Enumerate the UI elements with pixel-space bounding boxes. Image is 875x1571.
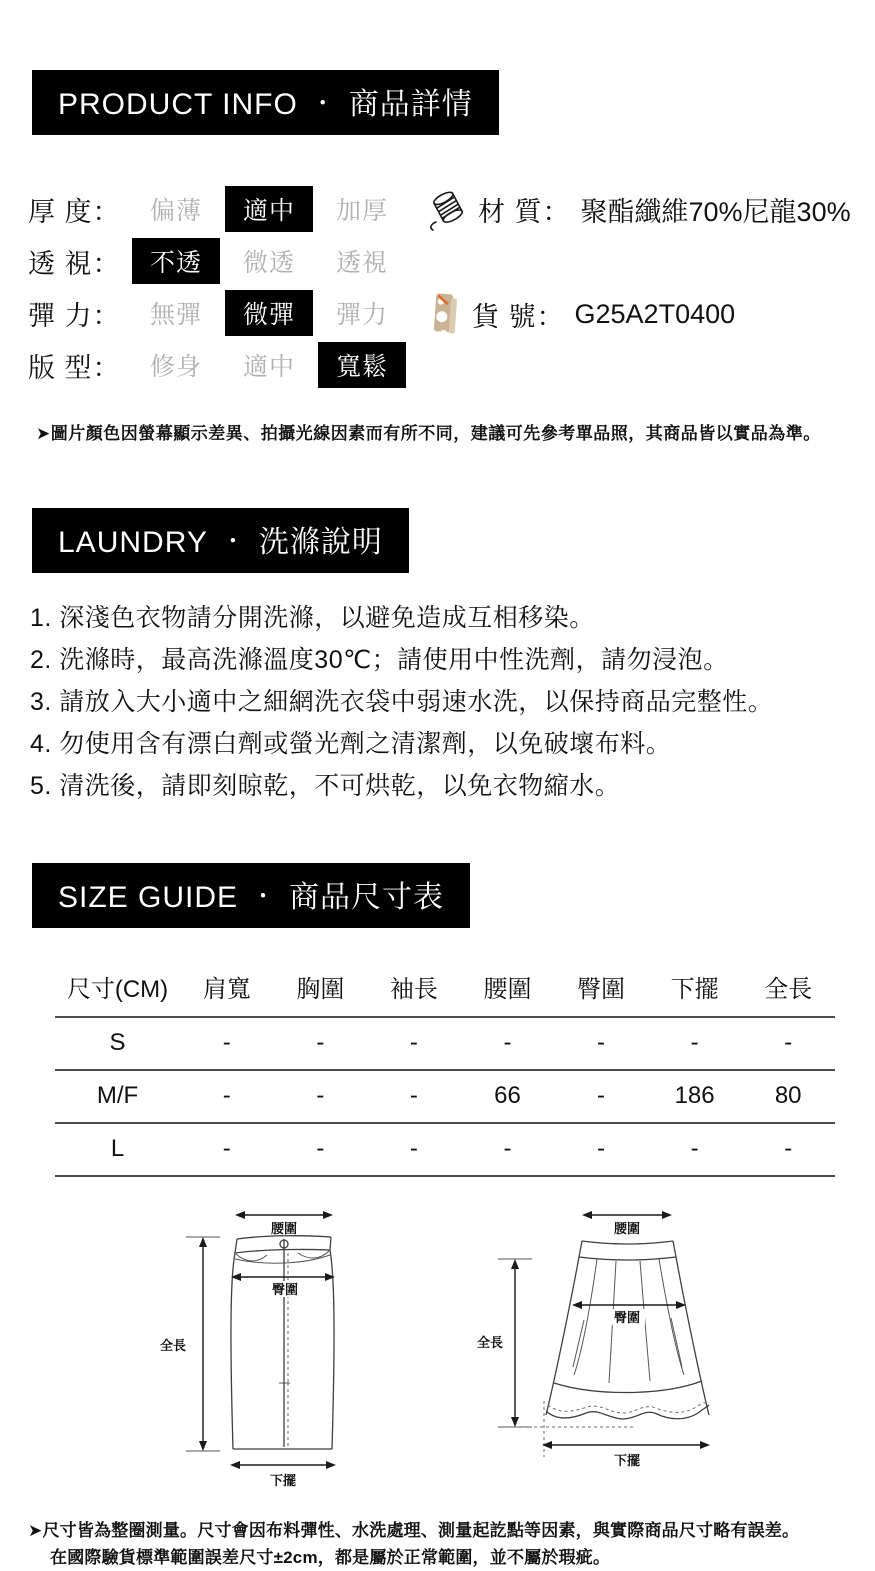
waist-label: 腰圍 [270, 1221, 298, 1236]
attribute-option: 微透 [242, 249, 295, 277]
title-separator-dot: ・ [251, 883, 277, 910]
length-label: 全長 [476, 1335, 504, 1350]
attribute-option-selected: 寬鬆 [318, 342, 406, 388]
col-header: 臀圍 [554, 958, 648, 1017]
attribute-option: 修身 [149, 353, 202, 381]
material-value: 聚酯纖維70%尼龍30% [580, 196, 851, 227]
product-attributes [28, 183, 875, 391]
item-number-row [426, 288, 875, 340]
value-cell: - [367, 1123, 461, 1176]
size-cell: S [55, 1017, 180, 1070]
value-cell: 186 [648, 1070, 742, 1123]
size-disclaimer-notes [28, 1517, 875, 1571]
value-cell: 80 [741, 1070, 835, 1123]
value-cell: - [274, 1123, 368, 1176]
table-row-size-s [55, 1017, 835, 1070]
value-cell: - [554, 1017, 648, 1070]
value-cell: - [274, 1017, 368, 1070]
laundry-item: 2. 洗滌時，最高洗滌溫度30℃；請使用中性洗劑，請勿浸泡。 [30, 646, 729, 674]
attr-label: 彈 力： [28, 300, 121, 331]
attribute-option: 偏薄 [149, 197, 202, 225]
laundry-item: 5. 清洗後，請即刻晾乾，不可烘乾，以免衣物縮水。 [30, 772, 621, 800]
col-header: 尺寸(CM) [55, 958, 180, 1017]
value-cell: - [741, 1017, 835, 1070]
laundry-instructions [30, 597, 875, 807]
hip-label: 臀圍 [271, 1282, 299, 1297]
attribute-option: 加厚 [335, 197, 388, 225]
value-cell: - [741, 1123, 835, 1176]
product-info-title-zh: 商品詳情 [348, 88, 473, 121]
attr-label: 厚 度： [28, 196, 121, 227]
col-header: 腰圍 [461, 958, 555, 1017]
size-note-line: 在國際驗貨標準範圍誤差尺寸±2cm，都是屬於正常範圍，並不屬於瑕疵。 [50, 1548, 611, 1567]
laundry-title-en: LAUNDRY [58, 526, 208, 559]
col-header: 胸圍 [274, 958, 368, 1017]
value-cell: - [554, 1070, 648, 1123]
size-note-line: ➤尺寸皆為整圈測量。尺寸會因布料彈性、水洗處理、測量起訖點等因素，與實際商品尺寸略有誤差。 [28, 1521, 800, 1540]
length-label: 全長 [159, 1338, 187, 1353]
value-cell: - [461, 1123, 555, 1176]
color-disclaimer-note: ➤圖片顏色因螢幕顯示差異、拍攝光線因素而有所不同，建議可先參考單品照，其商品皆以實品為準。 [36, 424, 821, 443]
clothing-tag-icon [426, 289, 466, 339]
material-row [426, 183, 875, 235]
laundry-item: 1. 深淺色衣物請分開洗滌，以避免造成互相移染。 [30, 604, 595, 632]
product-info-title-en: PRODUCT INFO [58, 88, 298, 121]
flared-skirt-diagram [460, 1195, 770, 1505]
value-cell: - [274, 1070, 368, 1123]
product-info-header-bar [32, 70, 499, 135]
hem-label: 下擺 [269, 1473, 297, 1488]
value-cell: - [648, 1017, 742, 1070]
attr-label: 透 視： [28, 248, 121, 279]
attribute-option: 彈力 [335, 301, 388, 329]
col-header: 肩寬 [180, 958, 274, 1017]
table-row-size-mf [55, 1070, 835, 1123]
title-separator-dot: ・ [220, 528, 246, 555]
laundry-item: 3. 請放入大小適中之細網洗衣袋中弱速水洗，以保持商品完整性。 [30, 688, 774, 716]
size-guide-header-bar [32, 863, 470, 928]
value-cell: 66 [461, 1070, 555, 1123]
value-cell: - [180, 1070, 274, 1123]
value-cell: - [461, 1017, 555, 1070]
material-label: 材 質： [478, 196, 571, 227]
thread-spool-icon [426, 186, 472, 232]
size-guide-title-zh: 商品尺寸表 [289, 881, 445, 914]
value-cell: - [367, 1070, 461, 1123]
size-table-header-row [55, 958, 835, 1017]
col-header: 全長 [741, 958, 835, 1017]
item-number-value: G25A2T0400 [574, 298, 736, 329]
size-table [55, 958, 835, 1177]
col-header: 袖長 [367, 958, 461, 1017]
size-cell: L [55, 1123, 180, 1176]
attribute-option-selected: 適中 [225, 186, 313, 232]
hem-label: 下擺 [613, 1453, 641, 1468]
hip-label: 臀圍 [613, 1310, 641, 1325]
item-number-label: 貨 號： [472, 301, 565, 332]
col-header: 下擺 [648, 958, 742, 1017]
measurement-diagrams [140, 1195, 875, 1505]
size-cell: M/F [55, 1070, 180, 1123]
value-cell: - [648, 1123, 742, 1176]
table-row-size-l [55, 1123, 835, 1176]
attribute-option-selected: 不透 [132, 238, 220, 284]
attribute-option: 透視 [335, 249, 388, 277]
attribute-option: 無彈 [149, 301, 202, 329]
pencil-skirt-diagram [140, 1195, 450, 1495]
title-separator-dot: ・ [310, 90, 336, 117]
value-cell: - [554, 1123, 648, 1176]
value-cell: - [180, 1123, 274, 1176]
product-meta-column [426, 183, 875, 340]
attribute-option-selected: 微彈 [225, 290, 313, 336]
value-cell: - [367, 1017, 461, 1070]
size-guide-title-en: SIZE GUIDE [58, 881, 239, 914]
attr-label: 版 型： [28, 352, 121, 383]
attr-row-fit [28, 339, 875, 391]
laundry-header-bar [32, 508, 409, 573]
laundry-item: 4. 勿使用含有漂白劑或螢光劑之清潔劑，以免破壞布料。 [30, 730, 672, 758]
attribute-option: 適中 [242, 353, 295, 381]
laundry-title-zh: 洗滌說明 [258, 526, 383, 559]
value-cell: - [180, 1017, 274, 1070]
waist-label: 腰圍 [613, 1221, 641, 1236]
